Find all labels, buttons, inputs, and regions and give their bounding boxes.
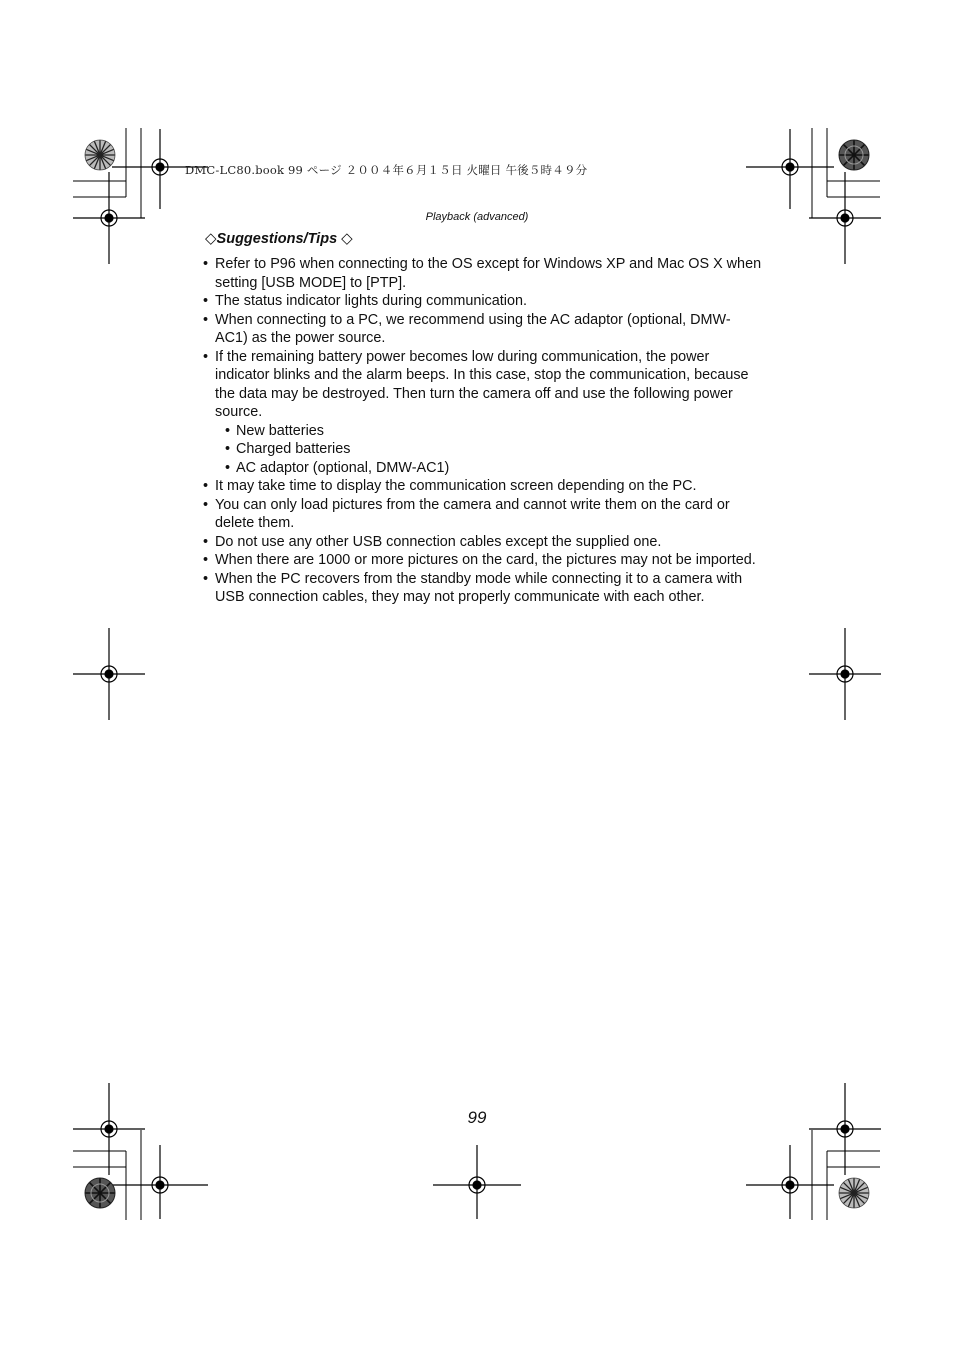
diamond-icon: ◇	[205, 229, 217, 247]
tips-list	[203, 255, 763, 607]
tips-heading	[205, 229, 353, 247]
diamond-icon: ◇	[341, 229, 353, 247]
list-item: • It may take time to display the communication screen depending on the PC.	[203, 477, 763, 496]
power-source-item: • AC adaptor (optional, DMW-AC1)	[225, 459, 763, 478]
list-item: • The status indicator lights during communication.	[203, 292, 763, 311]
tips-heading-label: Suggestions/Tips	[216, 231, 338, 247]
page-number: 99	[467, 1108, 487, 1127]
power-source-item: • Charged batteries	[225, 440, 763, 459]
file-header: DMC-LC80.book 99 ページ ２００４年６月１５日 火曜日 午後５時４９分	[185, 163, 588, 177]
list-item: • Refer to P96 when connecting to the OS except for Windows XP and Mac OS X when setting [USB MODE] to [PTP].	[203, 255, 763, 292]
list-item	[203, 348, 763, 478]
power-source-item: • New batteries	[225, 422, 763, 441]
list-item: • Do not use any other USB connection cables except the supplied one.	[203, 533, 763, 552]
list-item: • You can only load pictures from the camera and cannot write them on the card or delete them.	[203, 496, 763, 533]
list-item-text: If the remaining battery power becomes low during communication, the power indicator blinks and the alarm beeps. In this case, stop the communication, because the data may be destroyed. Then turn the camera off and use the following power source.	[215, 348, 749, 420]
running-head: Playback (advanced)	[425, 211, 529, 223]
list-item: • When connecting to a PC, we recommend using the AC adaptor (optional, DMW-AC1) as the power source.	[203, 311, 763, 348]
list-item: • When there are 1000 or more pictures on the card, the pictures may not be imported.	[203, 551, 763, 570]
power-source-list	[215, 422, 763, 478]
list-item: • When the PC recovers from the standby mode while connecting it to a camera with USB connection cables, they may not properly communicate with each other.	[203, 570, 763, 607]
